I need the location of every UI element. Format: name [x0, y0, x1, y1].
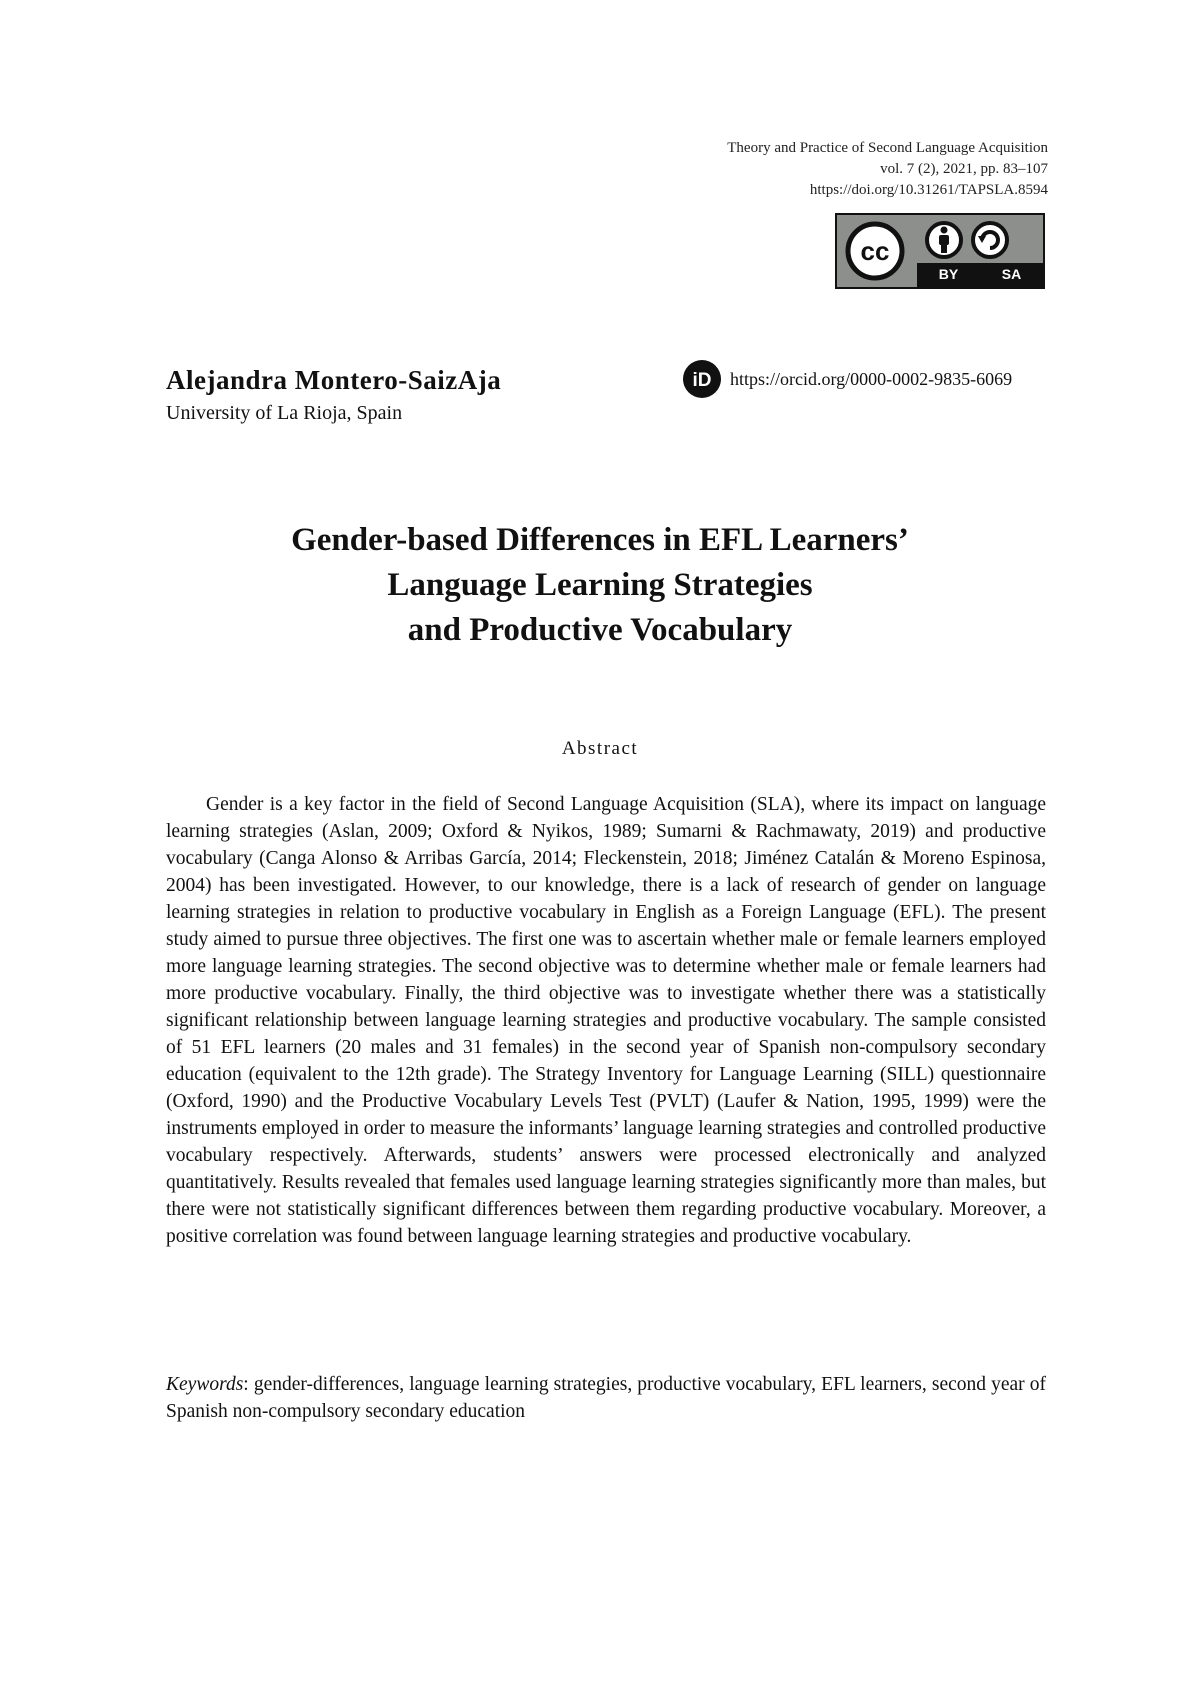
journal-name: Theory and Practice of Second Language Acquisition	[727, 140, 1048, 156]
orcid-link[interactable]	[682, 359, 1012, 399]
sa-label: SA	[1001, 266, 1022, 282]
by-label: BY	[938, 266, 959, 282]
author-affiliation: University of La Rioja, Spain	[166, 402, 403, 424]
orcid-url[interactable]: https://orcid.org/0000-0002-9835-6069	[730, 368, 1013, 389]
abstract-heading: Abstract	[561, 738, 639, 759]
keywords-separator: :	[243, 1374, 254, 1395]
keywords-label: Keywords	[166, 1374, 244, 1395]
orcid-icon	[682, 359, 722, 399]
cc-label: cc	[860, 236, 890, 266]
keywords	[166, 1371, 1046, 1425]
title-line-2: Language Learning Strategies	[387, 567, 813, 603]
cc-by-sa-license-icon[interactable]	[835, 213, 1045, 289]
journal-info	[727, 138, 1048, 201]
orcid-icon-label: iD	[692, 370, 712, 391]
journal-doi-link[interactable]: https://doi.org/10.31261/TAPSLA.8594	[809, 182, 1048, 198]
author-name: Alejandra Montero-SaizAja	[166, 365, 502, 395]
title-line-3: and Productive Vocabulary	[407, 612, 793, 648]
license-tags	[917, 263, 1043, 285]
paper-title	[150, 518, 1050, 653]
author-block	[166, 363, 501, 427]
journal-volume-pages: vol. 7 (2), 2021, pp. 83–107	[880, 161, 1048, 177]
abstract-body: Gender is a key factor in the field of Second Language Acquisition (SLA), where its impact on language learning strategies (Aslan, 2009; Oxford & Nyikos, 1989; Sumarni & Rachmawaty, 2019) and productive vocabulary (Canga Alonso & Arribas García, 2014; Fleckenstein, 2018; Jiménez Catalán & Moreno Espinosa, 2004) has been investigated. However, to our knowledge, there is a lack of research of gender on language learning strategies in relation to productive vocabulary in English as a Foreign Language (EFL). The present study aimed to pursue three objectives. The first one was to ascertain whether male or female learners employed more language learning strategies. The second objective was to determine whether male or female learners had more productive vocabulary. Finally, the third objective was to investigate whether there was a statistically significant relationship between language learning strategies and productive vocabulary. The sample consisted of 51 EFL learners (20 males and 31 females) in the second year of Spanish non-compulsory secondary education (equivalent to the 12th grade). The Strategy Inventory for Language Learning (SILL) questionnaire (Oxford, 1990) and the Productive Vocabulary Levels Test (PVLT) (Laufer & Nation, 1995, 1999) were the instruments employed in order to measure the informants’ language learning strategies and controlled productive vocabulary respectively. Afterwards, students’ answers were processed electronically and analyzed quantitatively. Results revealed that females used language learning strategies significantly more than males, but there were not statistically significant differences between them regarding productive vocabulary. Moreover, a positive correlation was found between language learning strategies and productive vocabulary.	[166, 794, 1046, 1247]
title-line-1: Gender-based Differences in EFL Learners’	[291, 522, 909, 558]
keywords-text: gender-differences, language learning strategies, productive vocabulary, EFL learners, second year of Spanish non-compulsory secondary education	[166, 1374, 1047, 1422]
